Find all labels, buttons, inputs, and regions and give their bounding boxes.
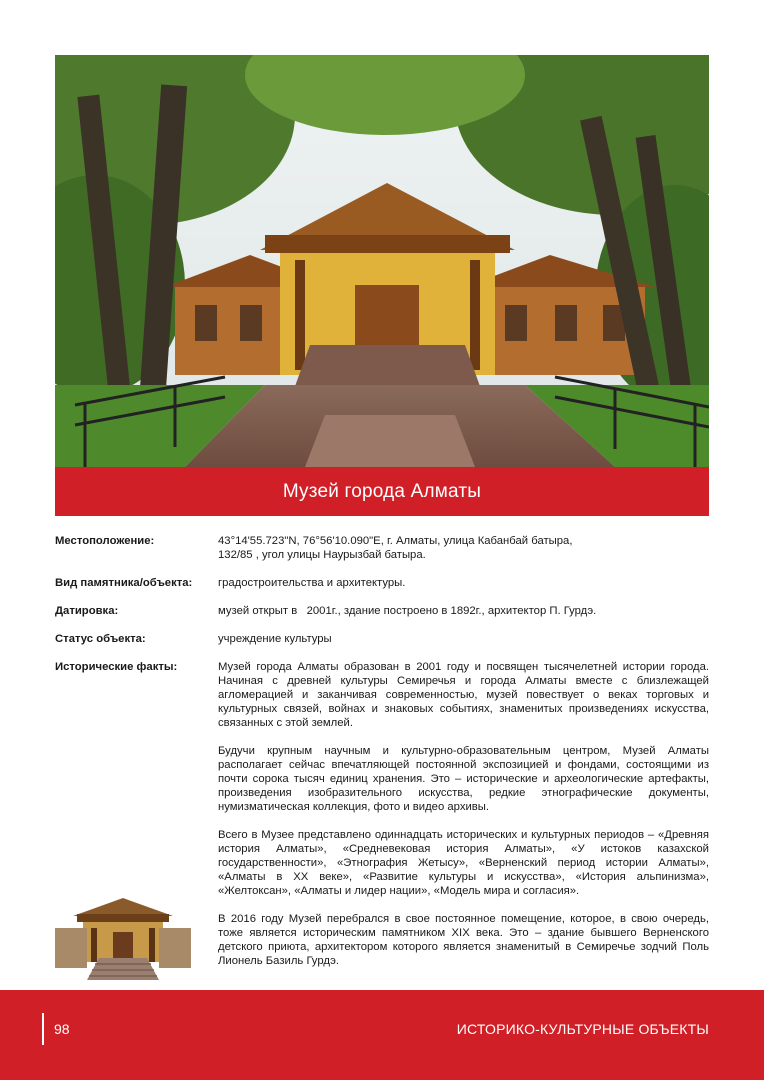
page-number: 98 — [54, 1021, 70, 1037]
dating-row — [55, 604, 709, 618]
footer-divider — [42, 1013, 44, 1045]
facts-label: Исторические факты: — [55, 661, 178, 673]
dating-value — [218, 604, 709, 618]
museum-photo — [55, 55, 709, 467]
location-label: Местоположение: — [55, 535, 155, 547]
location-row — [55, 534, 709, 562]
status-row — [55, 632, 709, 646]
location-line-2: 132/85 , угол улицы Наурызбай батыра. — [218, 549, 426, 561]
location-value — [218, 534, 709, 562]
page-footer — [0, 990, 764, 1080]
page-title-band — [55, 467, 709, 516]
facts-text — [218, 660, 709, 968]
dating-label: Датировка: — [55, 605, 119, 617]
page-title: Музей города Алматы — [282, 480, 482, 502]
dating-line: музей открыт в 2001г., здание построено в 1892г., архитектор П. Гурдэ. — [218, 605, 597, 617]
facts-paragraph: В 2016 году Музей перебрался в свое постоянное помещение, которое, в свою очередь, тоже является историческим памятником XIX века. Это – здание бывшего Верненского детского приюта, архитектором которого является знаменитый в Семиречье зодчий Поль Лионель Базиль Гурдэ. — [218, 913, 709, 967]
type-value — [218, 576, 709, 590]
type-row — [55, 576, 709, 590]
facts-paragraph: Музей города Алматы образован в 2001 году и посвящен тысячелетней истории города. Начиная с древней культуры Семиречья и города Алматы вместе с близлежащей агломерацией и заканчивая современностью, музей повествует о веках торговых и культурных связей, войнах и знаковых событиях, знаменитых произведениях искусства, связанных с этой землей. — [218, 661, 709, 729]
status-label: Статус объекта: — [55, 633, 146, 645]
location-line-1: 43°14'55.723"N, 76°56'10.090"E, г. Алматы, улица Кабанбай батыра, — [218, 535, 573, 547]
status-value — [218, 632, 709, 646]
status-line: учреждение культуры — [218, 633, 332, 645]
section-title: ИСТОРИКО-КУЛЬТУРНЫЕ ОБЪЕКТЫ — [456, 1021, 709, 1037]
facts-paragraph: Всего в Музее представлено одиннадцать исторических и культурных периодов – «Древняя история Алматы», «Средневековая история Алматы», «У истоков казахской государственности», «Этнография Жетысу», «Верненский период истории Алматы», «Алматы в XX веке», «Развитие культуры и искусства», «История альпинизма», «Желтоксан», «Алматы и лидер нации», «Модель мира и согласия». — [218, 829, 709, 897]
type-label: Вид памятника/объекта: — [55, 577, 193, 589]
museum-thumbnail — [55, 896, 191, 984]
type-line: градостроительства и архитектуры. — [218, 577, 406, 589]
facts-paragraph: Будучи крупным научным и культурно-образовательным центром, Музей Алматы располагает сейчас впечатляющей постоянной экспозицией и фондами, состоящими из почти сорока тысяч единиц хранения. Это – исторические и археологические артефакты, произведения изобразительного искусства, редкие этнографические документы, нумизматическая коллекция, фото и видео архивы. — [218, 745, 709, 813]
